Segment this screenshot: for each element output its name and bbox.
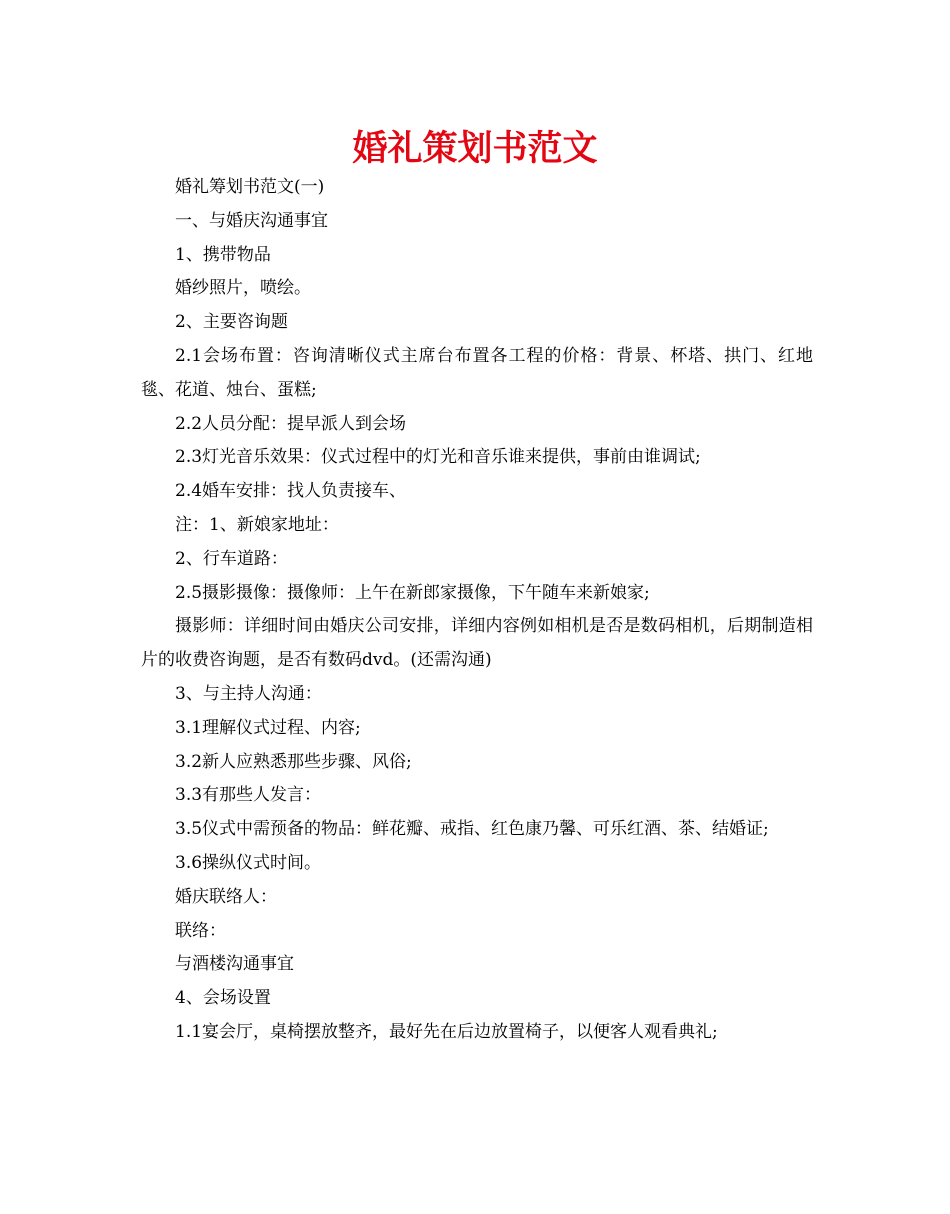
- paragraph-section-1: 一、与婚庆沟通事宜: [175, 210, 328, 231]
- paragraph-item-3: 3、与主持人沟通：: [175, 683, 322, 704]
- paragraph-item-1: 1、携带物品: [175, 244, 271, 265]
- paragraph-item-2-1: 2.1会场布置：咨询清晰仪式主席台布置各工程的价格：背景、杯塔、拱门、红地毯、花道、烛台、蛋糕;: [141, 345, 813, 400]
- paragraph-item-2: 2、主要咨询题: [175, 312, 288, 333]
- document-title: 婚礼策划书范文: [352, 129, 598, 169]
- paragraph-item-1-detail: 婚纱照片，喷绘。: [175, 278, 311, 299]
- paragraph-section-restaurant: 与酒楼沟通事宜: [175, 954, 294, 975]
- paragraph-item-3-2: 3.2新人应熟悉那些步骤、风俗;: [175, 751, 412, 772]
- paragraph-item-3-3: 3.3有那些人发言：: [175, 785, 322, 806]
- paragraph-item-2-4: 2.4婚车安排：找人负责接车、: [175, 481, 407, 502]
- paragraph-photographer: 摄影师：详细时间由婚庆公司安排，详细内容例如相机是否是数码相机，后期制造相片的收费咨询题，是否有数码dvd。(还需沟通): [141, 616, 813, 671]
- paragraph-item-2-2: 2.2人员分配：提早派人到会场: [175, 413, 407, 434]
- paragraph-note-1: 注：1、新娘家地址：: [175, 514, 339, 535]
- paragraph-item-2-5: 2.5摄影摄像：摄像师：上午在新郎家摄像，下午随车来新娘家;: [175, 582, 650, 603]
- paragraph-contact-person: 婚庆联络人：: [175, 886, 277, 907]
- paragraph-heading-fanwen-1: 婚礼筹划书范文(一): [175, 177, 325, 197]
- document-body: [141, 171, 813, 1050]
- paragraph-item-3-5: 3.5仪式中需预备的物品：鲜花瓣、戒指、红色康乃馨、可乐红酒、茶、结婚证;: [175, 819, 769, 840]
- paragraph-item-3-1: 3.1理解仪式过程、内容;: [175, 717, 361, 738]
- paragraph-item-2-3: 2.3灯光音乐效果：仪式过程中的灯光和音乐谁来提供，事前由谁调试;: [175, 447, 701, 468]
- paragraph-contact: 联络：: [175, 920, 226, 941]
- paragraph-item-1-1: 1.1宴会厅，桌椅摆放整齐，最好先在后边放置椅子，以便客人观看典礼;: [175, 1021, 718, 1042]
- paragraph-item-4: 4、会场设置: [175, 988, 271, 1009]
- paragraph-note-2: 2、行车道路：: [175, 548, 288, 569]
- paragraph-item-3-6: 3.6操纵仪式时间。: [175, 852, 322, 873]
